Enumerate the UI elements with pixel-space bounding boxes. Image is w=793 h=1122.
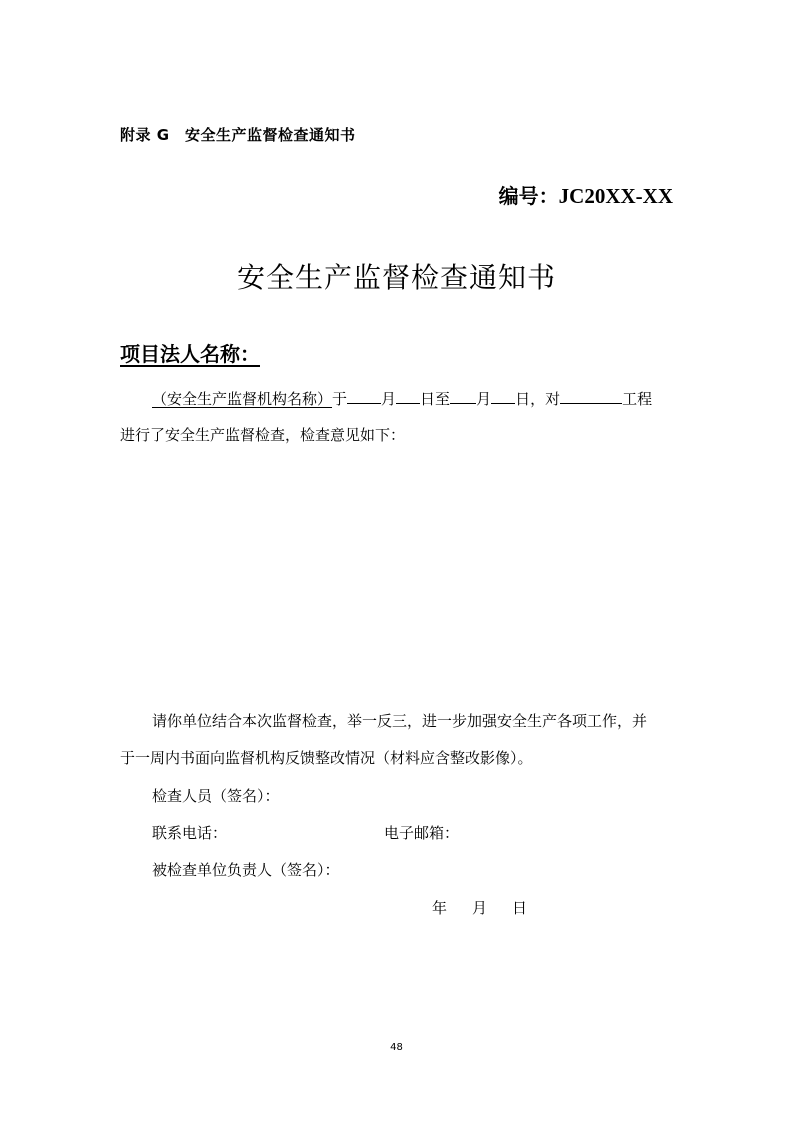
appendix-heading: 附录 G 安全生产监督检查通知书	[120, 126, 356, 144]
intro-line-2: 进行了安全生产监督检查，检查意见如下：	[120, 426, 406, 444]
intro-day-to: 日至	[420, 390, 451, 408]
intro-project: 工程	[622, 390, 653, 408]
project-owner-label: 项目法人名称：	[120, 342, 260, 366]
intro-line-1	[152, 387, 652, 409]
day-blank-1	[396, 387, 420, 404]
inspector-signature-label: 检查人员（签名）：	[152, 787, 280, 805]
intro-month-1: 月	[381, 390, 397, 408]
document-number-label: 编号：	[498, 184, 559, 208]
date-month-label: 月	[472, 899, 488, 917]
day-blank-2	[491, 387, 515, 404]
month-blank-1	[347, 387, 381, 404]
document-number	[499, 180, 673, 209]
date-year-label: 年	[432, 899, 448, 917]
intro-day-dui: 日，对	[515, 390, 561, 408]
request-line-2: 于一周内书面向监督机构反馈整改情况（材料应含整改影像）。	[120, 749, 533, 767]
intro-month-2: 月	[476, 390, 492, 408]
page-number: 48	[390, 1042, 403, 1053]
project-name-blank	[560, 387, 622, 404]
responsible-signature-label: 被检查单位负责人（签名）：	[152, 861, 340, 879]
request-line-1: 请你单位结合本次监督检查，举一反三，进一步加强安全生产各项工作，并	[152, 712, 648, 730]
date-day-label: 日	[512, 899, 528, 917]
email-label: 电子邮箱：	[384, 824, 460, 842]
supervision-org-name-field: （安全生产监督机构名称）	[152, 390, 333, 408]
document-number-value: JC20XX-XX	[558, 184, 673, 208]
intro-yu: 于	[332, 390, 348, 408]
phone-label: 联系电话：	[152, 824, 228, 842]
page-title: 安全生产监督检查通知书	[236, 261, 556, 294]
month-blank-2	[450, 387, 476, 404]
